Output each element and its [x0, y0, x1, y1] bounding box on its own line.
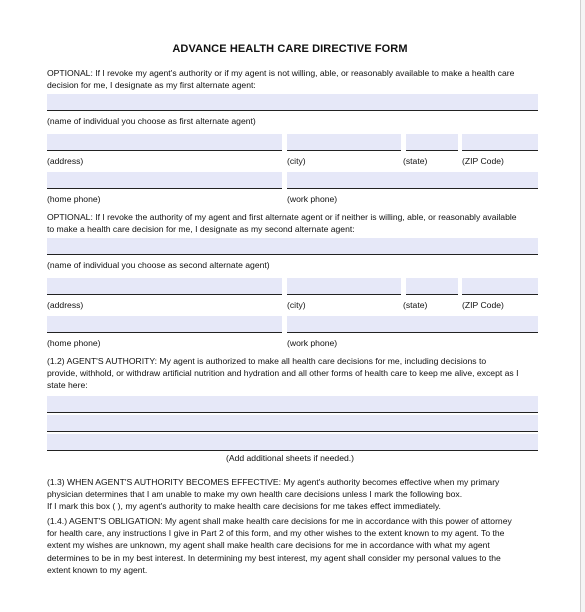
agents-authority-text	[47, 355, 547, 392]
work-phone-label: (work phone)	[287, 194, 338, 204]
optional-second-alternate-text	[47, 211, 547, 235]
text-line: for health care, any instructions I give in Part 2 of this form, and my other wishes to the extent known to my agent. To the	[47, 528, 505, 539]
additional-sheets-note: (Add additional sheets if needed.)	[225, 453, 355, 463]
text-line: (1.4.) AGENT'S OBLIGATION: My agent shall make health care decisions for me in accordance with this power of attorney	[47, 516, 512, 526]
text-line: extent my wishes are unknown, my agent shall make health care decisions for me in accordance with what my agent	[47, 540, 490, 551]
second-city-field[interactable]	[287, 278, 401, 295]
agents-obligation-text	[47, 515, 547, 576]
state-label: (state)	[403, 300, 428, 310]
zip-label: (ZIP Code)	[462, 156, 504, 166]
text-line: (1.3) WHEN AGENT'S AUTHORITY BECOMES EFFECTIVE: My agent's authority becomes effective when my primary	[47, 477, 500, 487]
authority-exceptions-line-2[interactable]	[47, 415, 538, 432]
authority-effective-text	[47, 476, 547, 513]
second-home-phone-field[interactable]	[47, 316, 282, 333]
address-label: (address)	[47, 300, 84, 310]
home-phone-label: (home phone)	[47, 338, 101, 348]
authority-exceptions-line-1[interactable]	[47, 396, 538, 413]
second-alternate-name-field[interactable]	[47, 238, 538, 255]
optional-first-alternate-text	[47, 67, 547, 91]
home-phone-label: (home phone)	[47, 194, 101, 204]
text-line: physician determines that I am unable to make my own health care decisions unless I mark the following box.	[47, 489, 463, 500]
second-alternate-name-label: (name of individual you choose as second alternate agent)	[47, 260, 270, 270]
first-address-field[interactable]	[47, 134, 282, 151]
first-state-field[interactable]	[406, 134, 458, 151]
text-line: (1.2) AGENT'S AUTHORITY: My agent is authorized to make all health care decisions for me, including decisions to	[47, 356, 487, 366]
text-line: to make a health care decision for me, I designate as my second alternate agent:	[47, 224, 355, 235]
state-label: (state)	[403, 156, 428, 166]
city-label: (city)	[287, 300, 306, 310]
text-line: decision for me, I designate as my first alternate agent:	[47, 80, 256, 91]
text-line: OPTIONAL: If I revoke my agent's authority or if my agent is not willing, able, or reasonably available to make a health care	[47, 68, 515, 78]
second-work-phone-field[interactable]	[287, 316, 538, 333]
zip-label: (ZIP Code)	[462, 300, 504, 310]
text-line: If I mark this box ( ), my agent's authority to make health care decisions for me takes effect immediately.	[47, 501, 441, 512]
text-line: determines to be in my best interest. In determining my best interest, my agent shall consider my personal values to the	[47, 552, 501, 563]
first-home-phone-field[interactable]	[47, 172, 282, 189]
text-line: provide, withhold, or withdraw artificial nutrition and hydration and all other forms of health care to keep me alive, except as I	[47, 368, 519, 379]
first-zip-field[interactable]	[462, 134, 538, 151]
first-city-field[interactable]	[287, 134, 401, 151]
text-line: OPTIONAL: If I revoke the authority of my agent and first alternate agent or if neither is willing, able, or reasonably available	[47, 212, 517, 222]
authority-exceptions-line-3[interactable]	[47, 434, 538, 451]
second-address-field[interactable]	[47, 278, 282, 295]
city-label: (city)	[287, 156, 306, 166]
first-alternate-name-label: (name of individual you choose as first alternate agent)	[47, 116, 256, 126]
form-title: ADVANCE HEALTH CARE DIRECTIVE FORM	[172, 43, 408, 55]
address-label: (address)	[47, 156, 84, 166]
second-zip-field[interactable]	[462, 278, 538, 295]
text-line: state here:	[47, 380, 88, 391]
first-work-phone-field[interactable]	[287, 172, 538, 189]
work-phone-label: (work phone)	[287, 338, 338, 348]
text-line: extent known to my agent.	[47, 564, 148, 575]
second-state-field[interactable]	[406, 278, 458, 295]
first-alternate-name-field[interactable]	[47, 94, 538, 111]
